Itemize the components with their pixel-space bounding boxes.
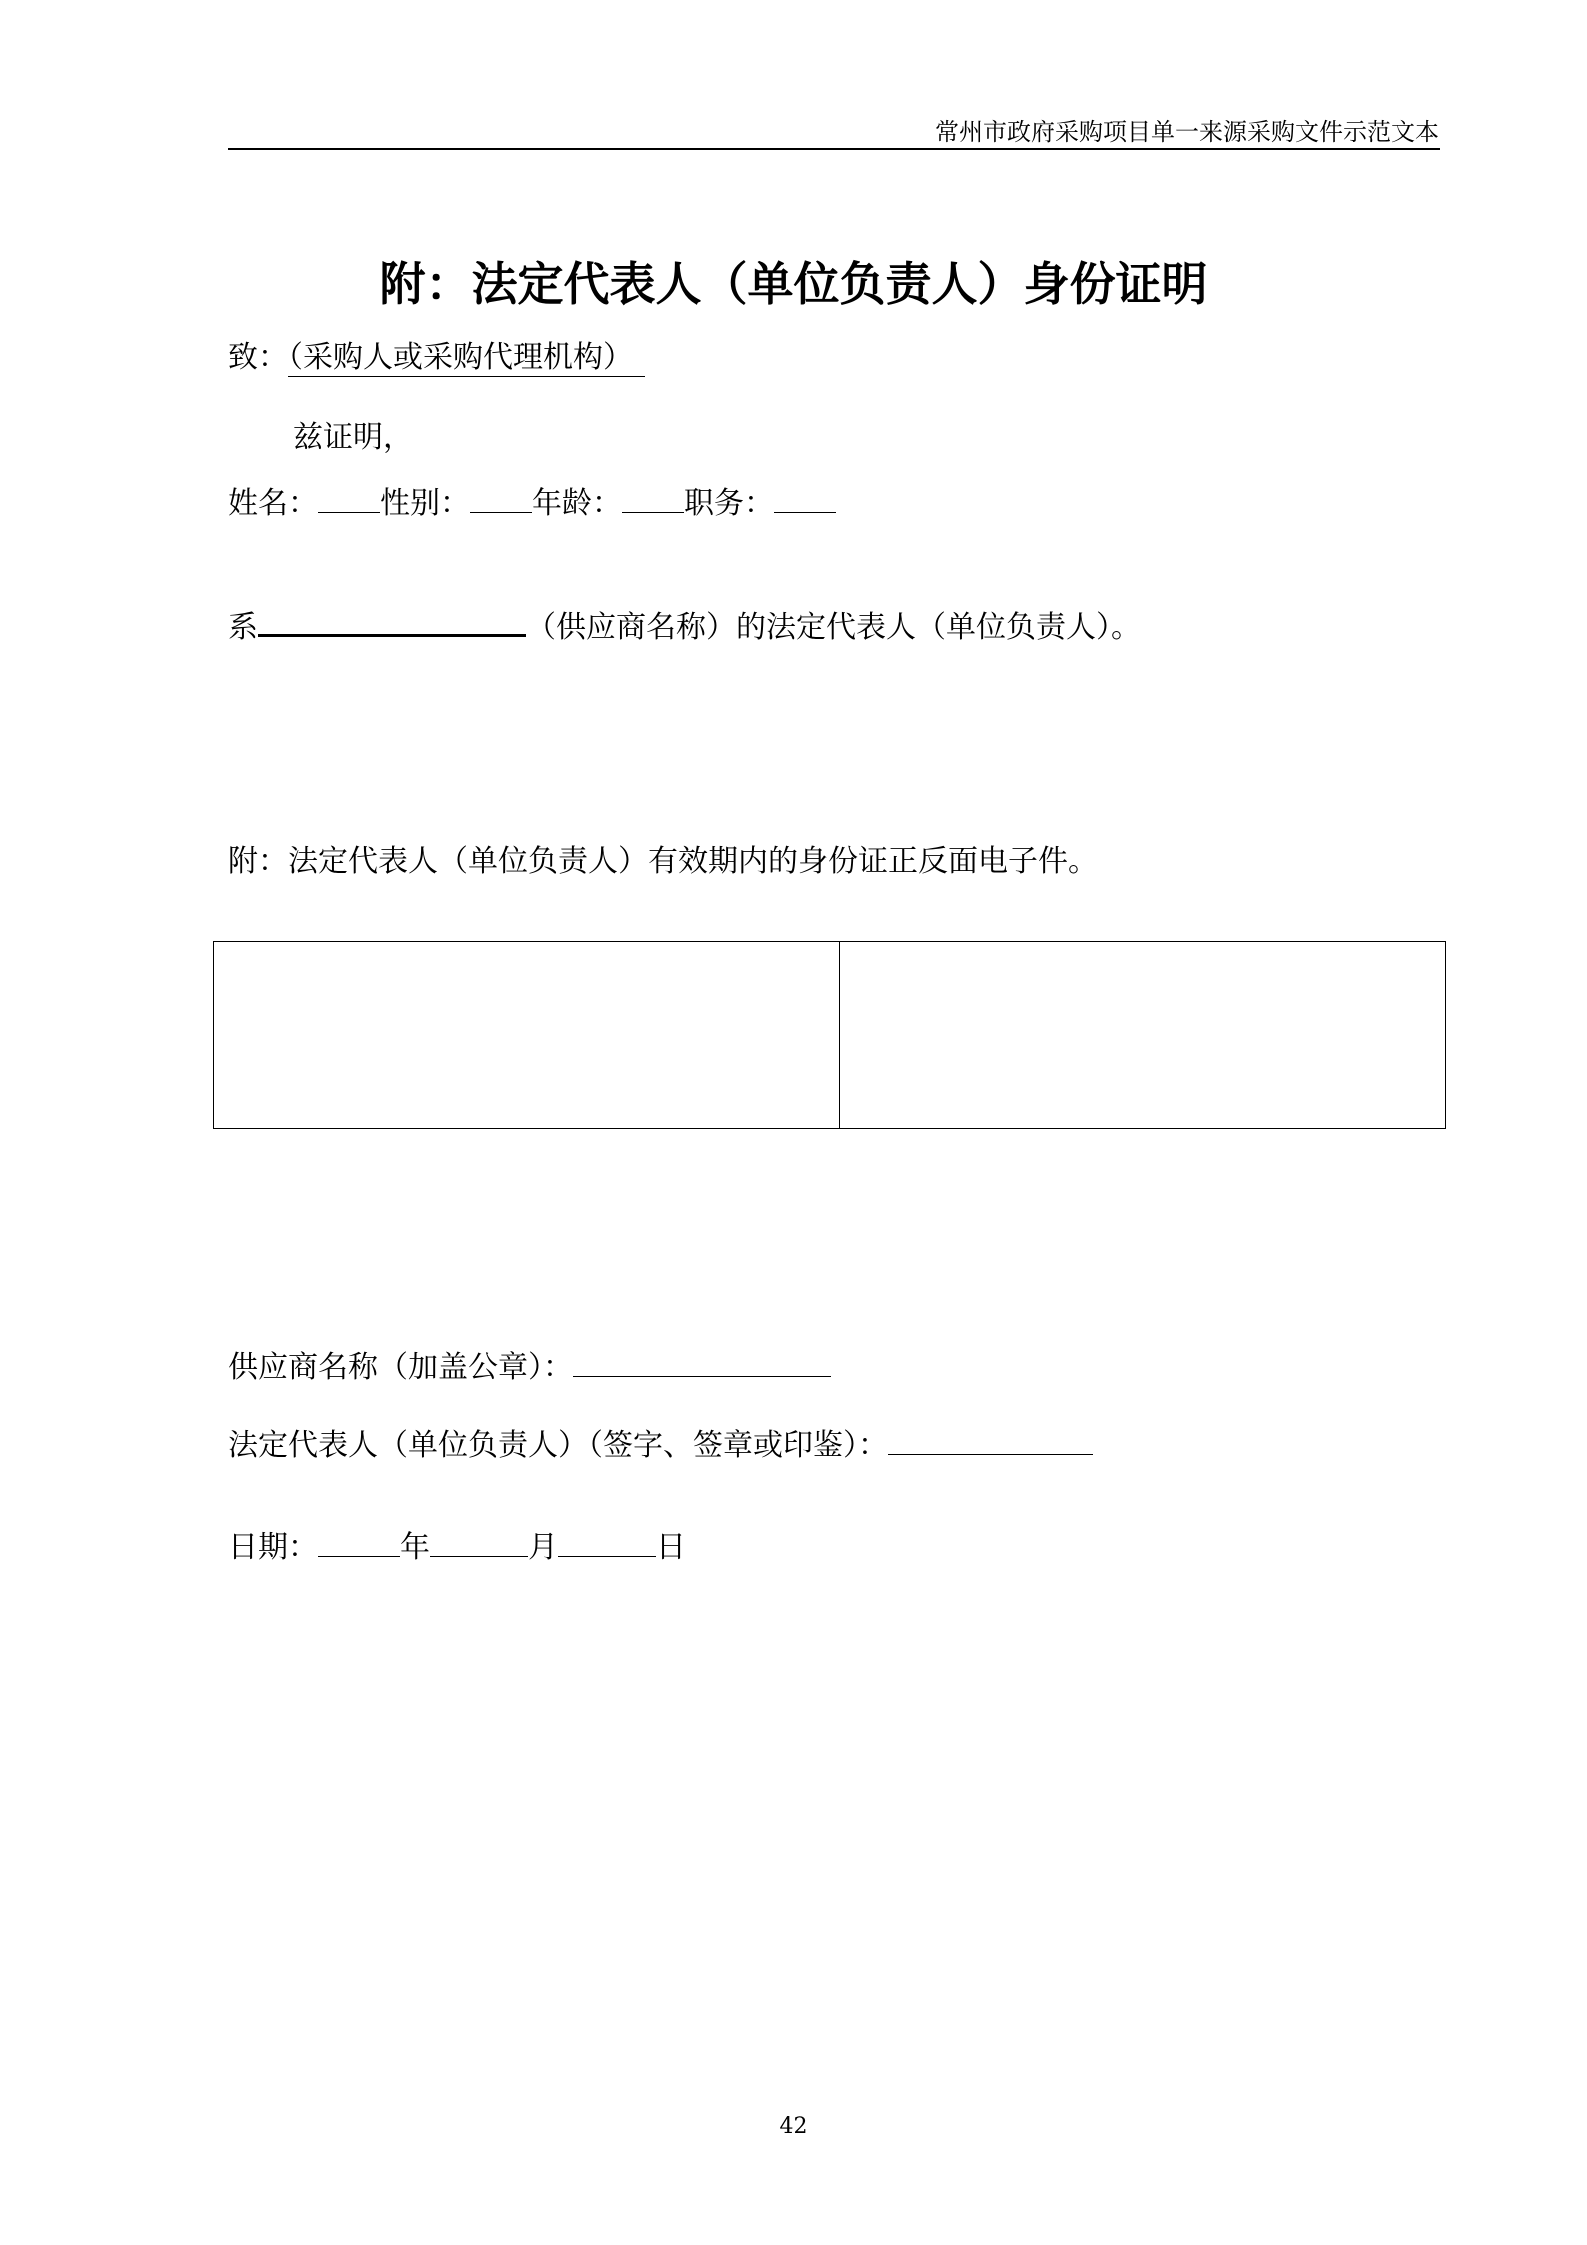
position-field[interactable] <box>774 482 836 513</box>
id-card-back-cell[interactable] <box>840 942 1445 1128</box>
name-label: 姓名： <box>228 486 318 521</box>
page-title: 附：法定代表人（单位负责人）身份证明 <box>379 257 1208 311</box>
id-card-front-cell[interactable] <box>214 942 840 1128</box>
certify-text: 兹证明， <box>293 420 413 455</box>
supplier-seal-label: 供应商名称（加盖公章）： <box>228 1350 573 1385</box>
representative-signature-line <box>228 1424 1093 1466</box>
date-label: 日期： <box>228 1530 318 1565</box>
page-number: 42 <box>779 2114 808 2139</box>
gender-field[interactable] <box>470 482 532 513</box>
year-label: 年 <box>400 1530 430 1565</box>
to-label: 致： <box>228 340 288 375</box>
running-header: 常州市政府采购项目单一来源采购文件示范文本 <box>935 118 1439 146</box>
age-label: 年龄： <box>532 486 622 521</box>
relation-line <box>228 604 1141 648</box>
age-field[interactable] <box>622 482 684 513</box>
recipient-text: （采购人或采购代理机构） <box>288 340 633 375</box>
position-label: 职务： <box>684 486 774 521</box>
representative-signature-field[interactable] <box>888 1424 1093 1455</box>
month-field[interactable] <box>430 1526 528 1557</box>
attachment-note: 附：法定代表人（单位负责人）有效期内的身份证正反面电子件。 <box>228 844 1098 879</box>
person-info-line <box>228 482 836 524</box>
date-line <box>228 1526 686 1568</box>
relation-prefix: 系 <box>228 610 258 645</box>
month-label: 月 <box>528 1530 558 1565</box>
header-rule <box>228 148 1440 150</box>
id-card-table <box>213 941 1446 1129</box>
supplier-name-field[interactable] <box>258 604 526 637</box>
supplier-seal-field[interactable] <box>573 1346 831 1377</box>
name-field[interactable] <box>318 482 380 513</box>
relation-suffix: （供应商名称）的法定代表人（单位负责人）。 <box>526 610 1141 645</box>
supplier-seal-line <box>228 1346 831 1388</box>
addressee-line <box>228 338 645 378</box>
representative-signature-label: 法定代表人（单位负责人）（签字、签章或印鉴）： <box>228 1428 888 1463</box>
gender-label: 性别： <box>380 486 470 521</box>
recipient-field[interactable] <box>288 340 645 377</box>
day-field[interactable] <box>558 1526 656 1557</box>
day-label: 日 <box>656 1530 686 1565</box>
year-field[interactable] <box>318 1526 400 1557</box>
